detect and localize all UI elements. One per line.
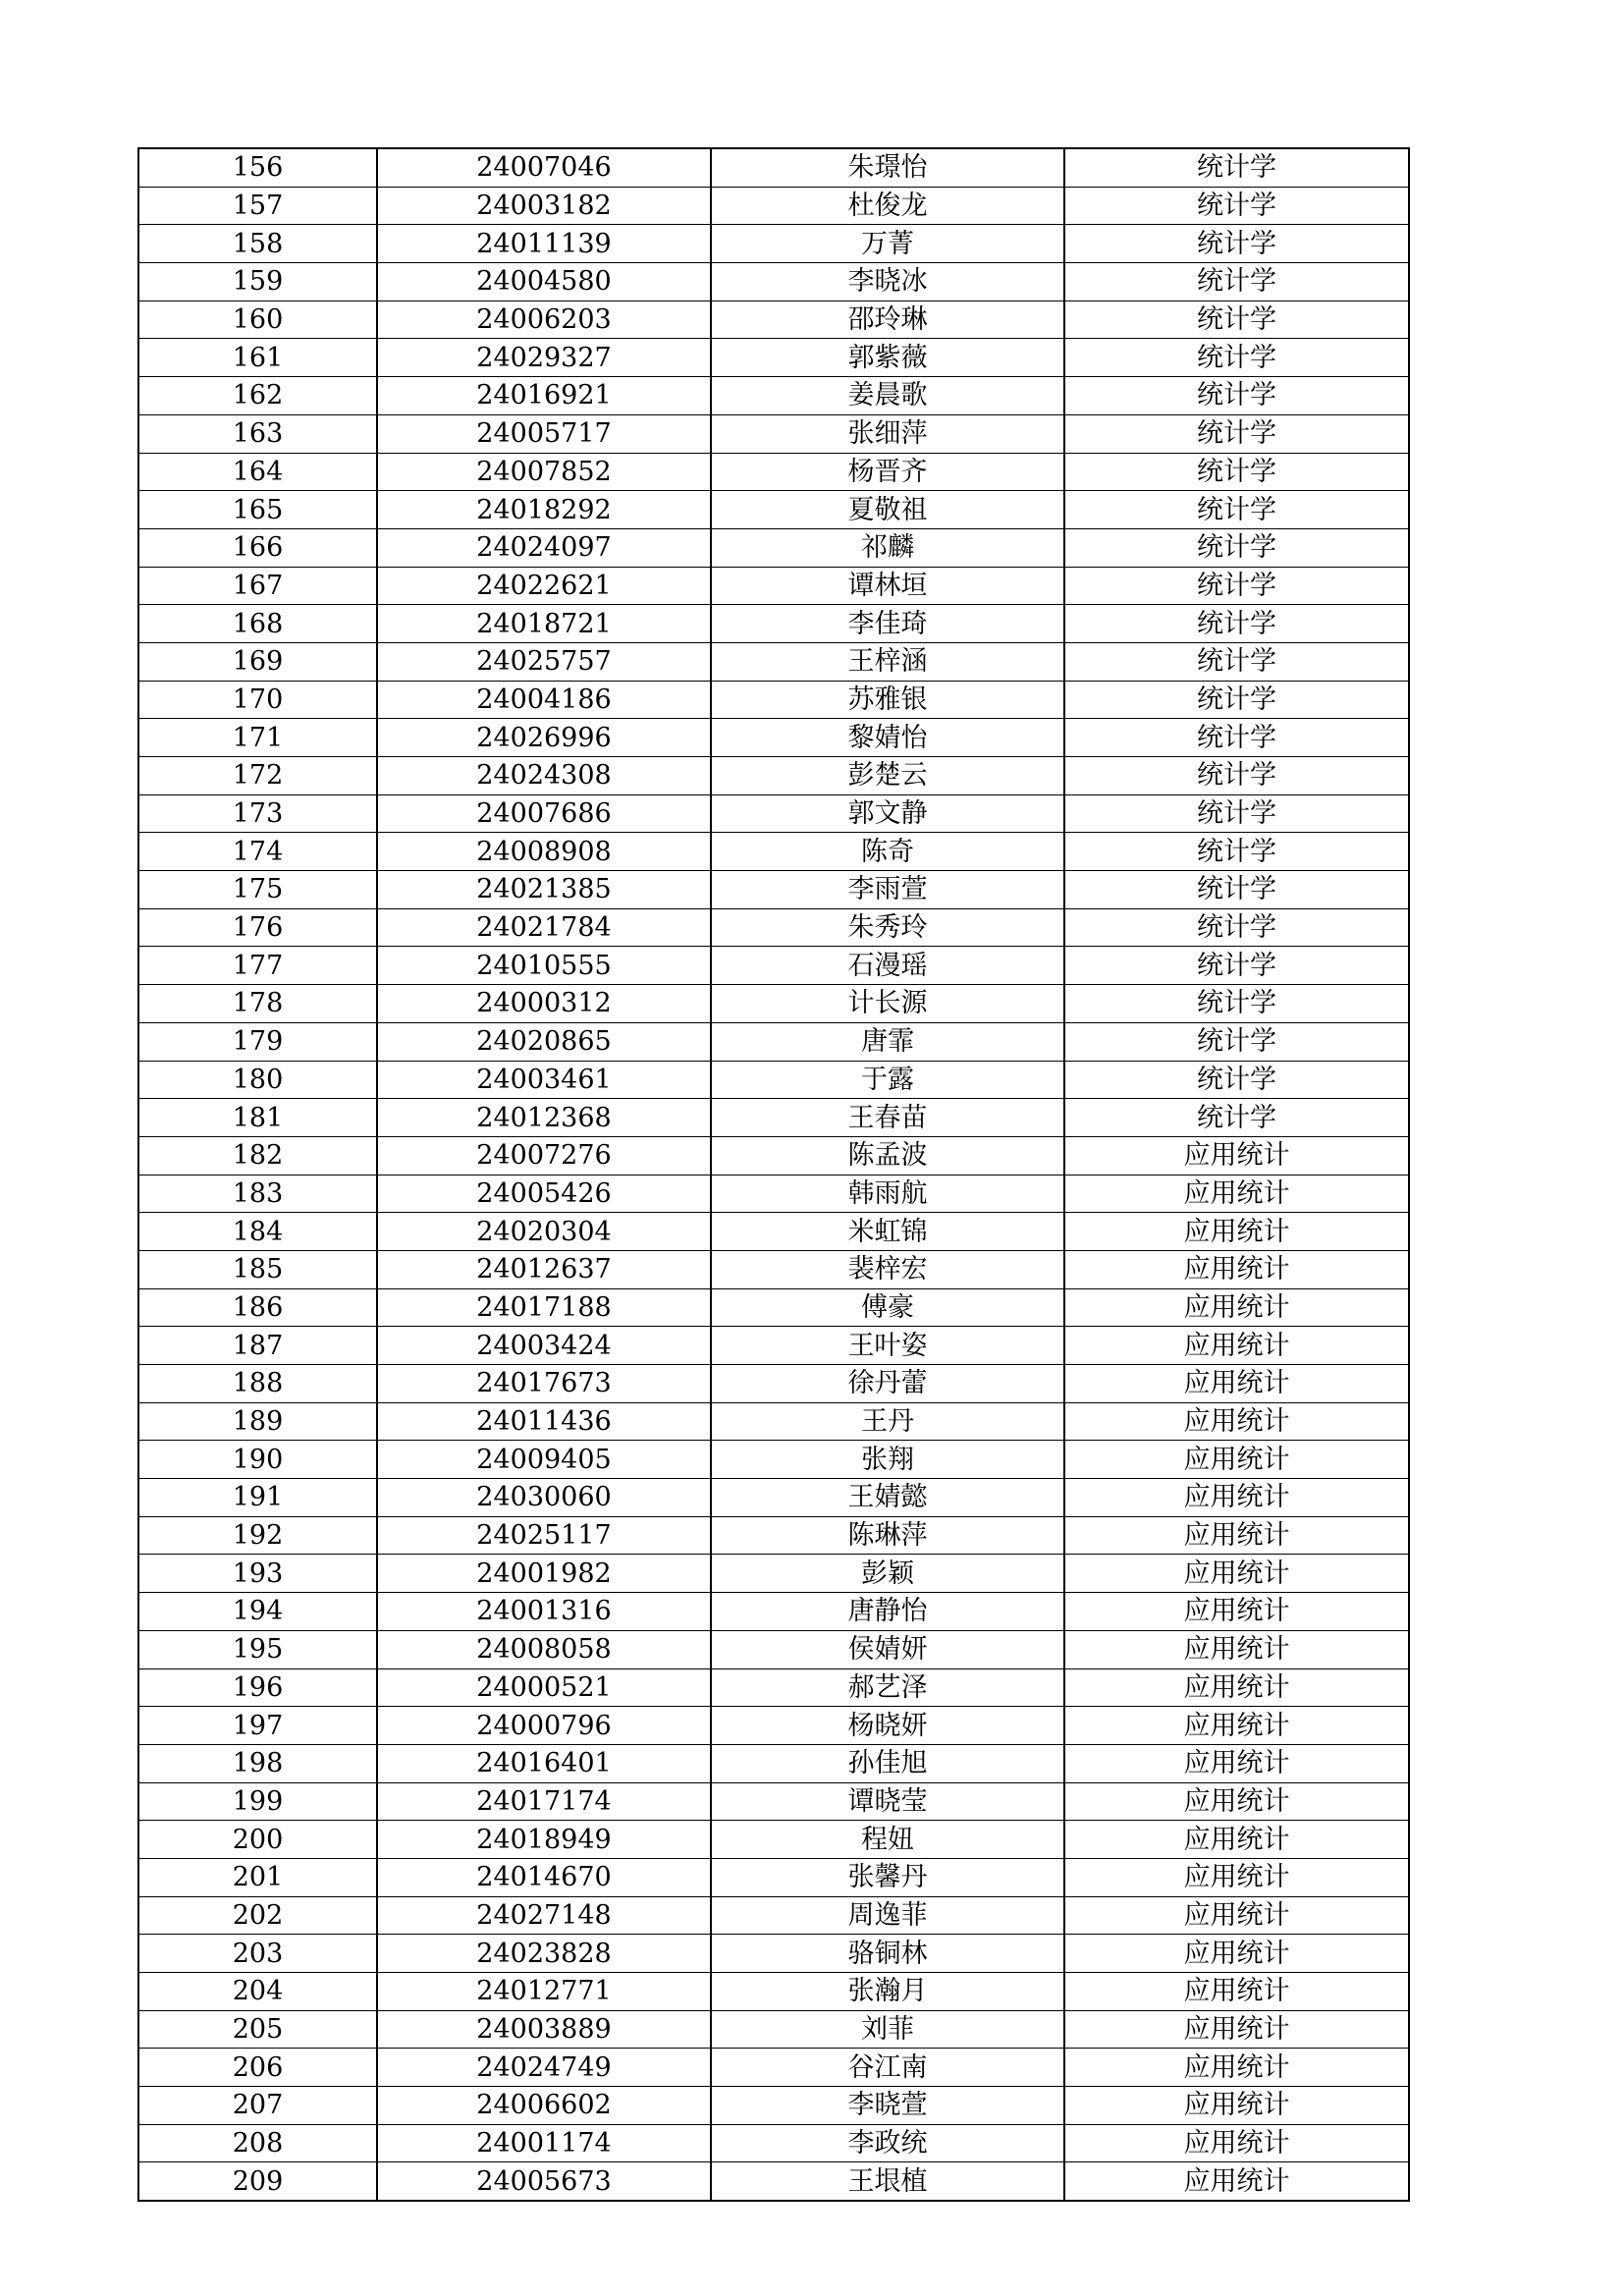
student-id-cell: 24021784 [377,908,711,947]
major-cell: 统计学 [1064,1061,1409,1099]
student-id-cell: 24003889 [377,2010,711,2049]
table-row [138,2124,1409,2162]
seq-cell: 172 [138,757,377,795]
seq-cell: 188 [138,1365,377,1403]
major-cell: 统计学 [1064,225,1409,263]
student-name-cell: 张翔 [711,1441,1064,1479]
major-cell: 统计学 [1064,491,1409,529]
seq-cell: 169 [138,642,377,681]
table-row [138,1516,1409,1555]
seq-cell: 176 [138,908,377,947]
seq-cell: 167 [138,567,377,605]
major-cell: 统计学 [1064,833,1409,871]
table-row [138,377,1409,415]
table-row [138,1441,1409,1479]
seq-cell: 196 [138,1668,377,1707]
major-cell: 统计学 [1064,1099,1409,1137]
major-cell: 应用统计 [1064,2124,1409,2162]
student-name-cell: 张馨丹 [711,1858,1064,1896]
student-id-cell: 24011436 [377,1402,711,1441]
seq-cell: 174 [138,833,377,871]
student-name-cell: 谭林垣 [711,567,1064,605]
table-row [138,1250,1409,1288]
seq-cell: 199 [138,1782,377,1821]
student-id-cell: 24017174 [377,1782,711,1821]
seq-cell: 184 [138,1213,377,1251]
seq-cell: 164 [138,453,377,491]
table-row [138,1402,1409,1441]
seq-cell: 175 [138,871,377,909]
student-id-cell: 24004580 [377,263,711,301]
student-name-cell: 唐霏 [711,1022,1064,1061]
major-cell: 应用统计 [1064,1441,1409,1479]
student-name-cell: 谷江南 [711,2049,1064,2087]
seq-cell: 200 [138,1821,377,1859]
student-id-cell: 24011139 [377,225,711,263]
student-name-cell: 裴梓宏 [711,1250,1064,1288]
major-cell: 统计学 [1064,263,1409,301]
table-row [138,1022,1409,1061]
student-id-cell: 24008908 [377,833,711,871]
student-id-cell: 24007276 [377,1136,711,1175]
student-name-cell: 孙佳旭 [711,1744,1064,1782]
table-row [138,453,1409,491]
seq-cell: 189 [138,1402,377,1441]
seq-cell: 207 [138,2087,377,2125]
student-id-cell: 24024097 [377,528,711,567]
table-row [138,605,1409,643]
seq-cell: 161 [138,339,377,377]
student-name-cell: 韩雨航 [711,1175,1064,1213]
seq-cell: 187 [138,1327,377,1365]
major-cell: 统计学 [1064,605,1409,643]
student-name-cell: 朱璟怡 [711,148,1064,187]
major-cell: 应用统计 [1064,1782,1409,1821]
seq-cell: 185 [138,1250,377,1288]
major-cell: 应用统计 [1064,1896,1409,1935]
table-row [138,1668,1409,1707]
student-id-cell: 24001982 [377,1555,711,1593]
roster-body [138,148,1409,2201]
student-id-cell: 24000796 [377,1707,711,1745]
seq-cell: 182 [138,1136,377,1175]
student-name-cell: 朱秀玲 [711,908,1064,947]
student-name-cell: 杨晓妍 [711,1707,1064,1745]
student-id-cell: 24016921 [377,377,711,415]
table-row [138,263,1409,301]
student-name-cell: 王春苗 [711,1099,1064,1137]
table-row [138,491,1409,529]
table-row [138,2049,1409,2087]
student-name-cell: 万菁 [711,225,1064,263]
student-id-cell: 24001174 [377,2124,711,2162]
table-row [138,985,1409,1023]
major-cell: 统计学 [1064,871,1409,909]
student-id-cell: 24001316 [377,1593,711,1631]
student-id-cell: 24018721 [377,605,711,643]
table-row [138,414,1409,453]
major-cell: 应用统计 [1064,1668,1409,1707]
major-cell: 统计学 [1064,453,1409,491]
seq-cell: 165 [138,491,377,529]
seq-cell: 162 [138,377,377,415]
table-row [138,1821,1409,1859]
student-name-cell: 王婧懿 [711,1479,1064,1517]
student-id-cell: 24026996 [377,719,711,757]
student-id-cell: 24003182 [377,187,711,225]
table-row [138,2162,1409,2201]
seq-cell: 197 [138,1707,377,1745]
seq-cell: 158 [138,225,377,263]
major-cell: 应用统计 [1064,1707,1409,1745]
major-cell: 统计学 [1064,377,1409,415]
student-name-cell: 李政统 [711,2124,1064,2162]
table-row [138,1630,1409,1668]
student-name-cell: 杨晋齐 [711,453,1064,491]
major-cell: 应用统计 [1064,1402,1409,1441]
student-name-cell: 石漫瑶 [711,947,1064,985]
table-row [138,1288,1409,1327]
table-row [138,1136,1409,1175]
table-row [138,148,1409,187]
seq-cell: 195 [138,1630,377,1668]
student-id-cell: 24020304 [377,1213,711,1251]
major-cell: 应用统计 [1064,2010,1409,2049]
seq-cell: 192 [138,1516,377,1555]
table-row [138,871,1409,909]
table-row [138,719,1409,757]
student-id-cell: 24012771 [377,1973,711,2011]
major-cell: 统计学 [1064,567,1409,605]
table-row [138,1935,1409,1973]
student-name-cell: 王叶姿 [711,1327,1064,1365]
student-id-cell: 24010555 [377,947,711,985]
table-row [138,833,1409,871]
student-id-cell: 24014670 [377,1858,711,1896]
seq-cell: 201 [138,1858,377,1896]
major-cell: 应用统计 [1064,1555,1409,1593]
major-cell: 统计学 [1064,187,1409,225]
student-id-cell: 24023828 [377,1935,711,1973]
major-cell: 应用统计 [1064,1516,1409,1555]
major-cell: 应用统计 [1064,1858,1409,1896]
student-id-cell: 24007046 [377,148,711,187]
student-name-cell: 姜晨歌 [711,377,1064,415]
student-name-cell: 米虹锦 [711,1213,1064,1251]
student-name-cell: 陈琳萍 [711,1516,1064,1555]
table-row [138,1593,1409,1631]
major-cell: 应用统计 [1064,1479,1409,1517]
seq-cell: 157 [138,187,377,225]
seq-cell: 160 [138,301,377,339]
student-name-cell: 谭晓莹 [711,1782,1064,1821]
major-cell: 应用统计 [1064,1213,1409,1251]
seq-cell: 204 [138,1973,377,2011]
student-id-cell: 24008058 [377,1630,711,1668]
student-name-cell: 张瀚月 [711,1973,1064,2011]
student-id-cell: 24025757 [377,642,711,681]
seq-cell: 206 [138,2049,377,2087]
student-name-cell: 程妞 [711,1821,1064,1859]
major-cell: 统计学 [1064,642,1409,681]
seq-cell: 183 [138,1175,377,1213]
seq-cell: 194 [138,1593,377,1631]
student-id-cell: 24005673 [377,2162,711,2201]
student-id-cell: 24024308 [377,757,711,795]
student-name-cell: 郝艺泽 [711,1668,1064,1707]
student-name-cell: 于露 [711,1061,1064,1099]
seq-cell: 208 [138,2124,377,2162]
major-cell: 统计学 [1064,908,1409,947]
table-row [138,528,1409,567]
seq-cell: 166 [138,528,377,567]
student-name-cell: 夏敬祖 [711,491,1064,529]
student-id-cell: 24025117 [377,1516,711,1555]
seq-cell: 186 [138,1288,377,1327]
major-cell: 应用统计 [1064,2087,1409,2125]
seq-cell: 190 [138,1441,377,1479]
student-name-cell: 王垠植 [711,2162,1064,2201]
seq-cell: 191 [138,1479,377,1517]
table-row [138,2087,1409,2125]
student-name-cell: 彭楚云 [711,757,1064,795]
major-cell: 统计学 [1064,985,1409,1023]
seq-cell: 168 [138,605,377,643]
table-row [138,567,1409,605]
student-name-cell: 唐静怡 [711,1593,1064,1631]
student-name-cell: 侯婧妍 [711,1630,1064,1668]
table-row [138,1973,1409,2011]
student-name-cell: 郭文静 [711,794,1064,833]
student-id-cell: 24009405 [377,1441,711,1479]
table-row [138,947,1409,985]
major-cell: 统计学 [1064,1022,1409,1061]
table-row [138,1479,1409,1517]
major-cell: 应用统计 [1064,1935,1409,1973]
seq-cell: 193 [138,1555,377,1593]
student-id-cell: 24030060 [377,1479,711,1517]
student-name-cell: 李晓萱 [711,2087,1064,2125]
student-name-cell: 周逸菲 [711,1896,1064,1935]
table-row [138,1213,1409,1251]
student-id-cell: 24022621 [377,567,711,605]
table-row [138,301,1409,339]
student-name-cell: 王梓涵 [711,642,1064,681]
table-row [138,2010,1409,2049]
seq-cell: 203 [138,1935,377,1973]
seq-cell: 163 [138,414,377,453]
table-row [138,187,1409,225]
student-id-cell: 24005717 [377,414,711,453]
student-name-cell: 李晓冰 [711,263,1064,301]
table-row [138,1327,1409,1365]
major-cell: 统计学 [1064,339,1409,377]
table-row [138,1175,1409,1213]
student-name-cell: 张细萍 [711,414,1064,453]
student-id-cell: 24000312 [377,985,711,1023]
table-row [138,1782,1409,1821]
seq-cell: 198 [138,1744,377,1782]
student-id-cell: 24003424 [377,1327,711,1365]
student-name-cell: 骆铜林 [711,1935,1064,1973]
student-id-cell: 24007852 [377,453,711,491]
student-name-cell: 傅豪 [711,1288,1064,1327]
major-cell: 应用统计 [1064,2162,1409,2201]
student-name-cell: 邵玲琳 [711,301,1064,339]
major-cell: 应用统计 [1064,1327,1409,1365]
table-row [138,794,1409,833]
student-name-cell: 李佳琦 [711,605,1064,643]
table-row [138,681,1409,719]
seq-cell: 205 [138,2010,377,2049]
table-row [138,1896,1409,1935]
major-cell: 统计学 [1064,719,1409,757]
student-id-cell: 24006602 [377,2087,711,2125]
major-cell: 应用统计 [1064,1288,1409,1327]
table-row [138,1061,1409,1099]
table-row [138,1858,1409,1896]
student-name-cell: 彭颖 [711,1555,1064,1593]
seq-cell: 178 [138,985,377,1023]
major-cell: 应用统计 [1064,1175,1409,1213]
seq-cell: 171 [138,719,377,757]
student-id-cell: 24012637 [377,1250,711,1288]
table-row [138,225,1409,263]
major-cell: 统计学 [1064,301,1409,339]
major-cell: 应用统计 [1064,1630,1409,1668]
seq-cell: 180 [138,1061,377,1099]
student-id-cell: 24012368 [377,1099,711,1137]
student-name-cell: 郭紫薇 [711,339,1064,377]
major-cell: 统计学 [1064,794,1409,833]
student-id-cell: 24000521 [377,1668,711,1707]
table-row [138,1555,1409,1593]
major-cell: 应用统计 [1064,1250,1409,1288]
major-cell: 统计学 [1064,681,1409,719]
seq-cell: 181 [138,1099,377,1137]
student-id-cell: 24029327 [377,339,711,377]
major-cell: 统计学 [1064,528,1409,567]
student-id-cell: 24018292 [377,491,711,529]
major-cell: 应用统计 [1064,1593,1409,1631]
student-name-cell: 陈奇 [711,833,1064,871]
table-row [138,1707,1409,1745]
major-cell: 统计学 [1064,148,1409,187]
major-cell: 应用统计 [1064,1744,1409,1782]
table-row [138,1099,1409,1137]
seq-cell: 156 [138,148,377,187]
student-id-cell: 24016401 [377,1744,711,1782]
seq-cell: 209 [138,2162,377,2201]
roster-table [137,147,1410,2202]
major-cell: 应用统计 [1064,1973,1409,2011]
table-row [138,757,1409,795]
student-id-cell: 24021385 [377,871,711,909]
table-row [138,1744,1409,1782]
seq-cell: 202 [138,1896,377,1935]
table-row [138,1365,1409,1403]
student-id-cell: 24017188 [377,1288,711,1327]
student-id-cell: 24017673 [377,1365,711,1403]
seq-cell: 179 [138,1022,377,1061]
student-name-cell: 陈孟波 [711,1136,1064,1175]
major-cell: 应用统计 [1064,1365,1409,1403]
student-id-cell: 24007686 [377,794,711,833]
student-name-cell: 李雨萱 [711,871,1064,909]
major-cell: 应用统计 [1064,2049,1409,2087]
student-name-cell: 王丹 [711,1402,1064,1441]
student-name-cell: 杜俊龙 [711,187,1064,225]
major-cell: 统计学 [1064,414,1409,453]
seq-cell: 173 [138,794,377,833]
seq-cell: 159 [138,263,377,301]
seq-cell: 170 [138,681,377,719]
table-row [138,908,1409,947]
student-id-cell: 24004186 [377,681,711,719]
table-row [138,339,1409,377]
student-id-cell: 24020865 [377,1022,711,1061]
major-cell: 应用统计 [1064,1136,1409,1175]
student-id-cell: 24005426 [377,1175,711,1213]
seq-cell: 177 [138,947,377,985]
student-id-cell: 24024749 [377,2049,711,2087]
student-name-cell: 计长源 [711,985,1064,1023]
table-row [138,642,1409,681]
student-id-cell: 24006203 [377,301,711,339]
student-name-cell: 刘菲 [711,2010,1064,2049]
major-cell: 应用统计 [1064,1821,1409,1859]
student-id-cell: 24003461 [377,1061,711,1099]
student-id-cell: 24018949 [377,1821,711,1859]
student-name-cell: 祁麟 [711,528,1064,567]
student-name-cell: 黎婧怡 [711,719,1064,757]
major-cell: 统计学 [1064,757,1409,795]
student-name-cell: 徐丹蕾 [711,1365,1064,1403]
student-name-cell: 苏雅银 [711,681,1064,719]
major-cell: 统计学 [1064,947,1409,985]
student-id-cell: 24027148 [377,1896,711,1935]
